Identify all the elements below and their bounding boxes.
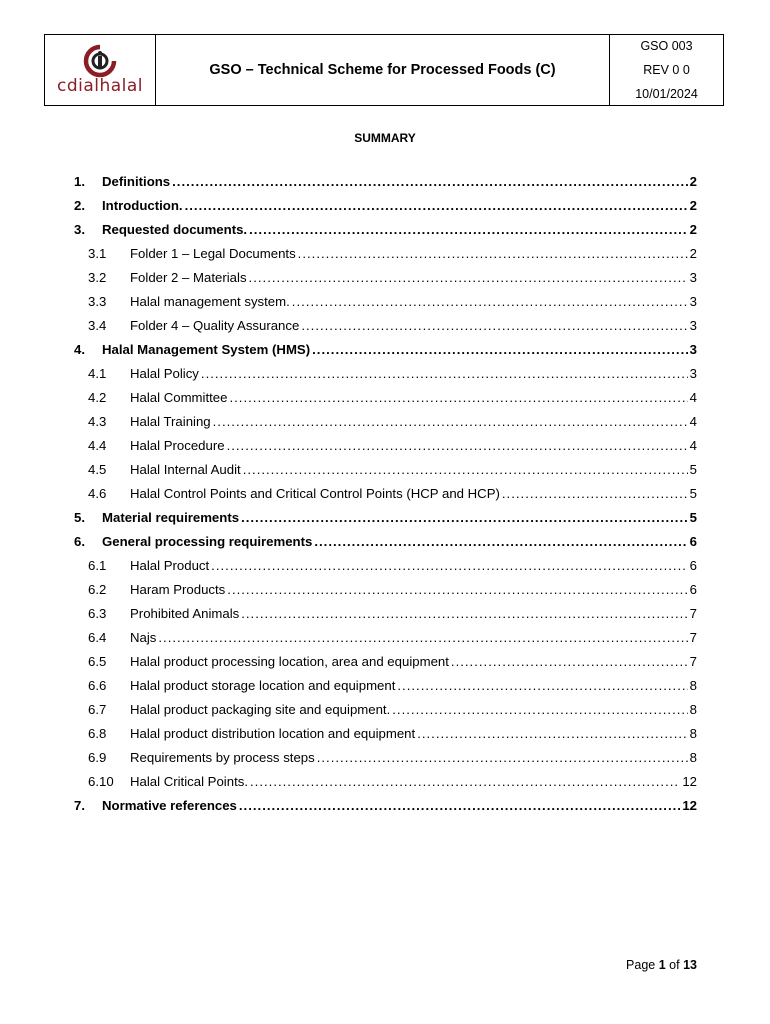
toc-entry-label: Halal Training (130, 414, 211, 429)
toc-dot-leader (227, 436, 688, 456)
toc-entry[interactable] (74, 364, 697, 388)
toc-entry-label: Halal Committee (130, 390, 228, 405)
toc-entry-number: 6.1 (88, 558, 107, 573)
toc-entry-number: 3.4 (88, 318, 107, 333)
toc-entry[interactable] (74, 628, 697, 652)
toc-dot-leader (249, 268, 688, 288)
toc-entry-number: 4.5 (88, 462, 107, 477)
toc-entry-page: 12 (682, 774, 697, 789)
toc-dot-leader (241, 508, 688, 528)
toc-entry-number: 6.9 (88, 750, 107, 765)
document-date: 10/01/2024 (635, 87, 698, 101)
toc-entry[interactable] (74, 220, 697, 244)
toc-entry-number: 4.4 (88, 438, 107, 453)
toc-entry-label: Najs (130, 630, 157, 645)
toc-entry[interactable] (74, 316, 697, 340)
toc-entry-number: 6. (74, 534, 85, 549)
toc-entry-label: Folder 2 – Materials (130, 270, 247, 285)
toc-entry-label: Halal Control Points and Critical Control Points (HCP and HCP) (130, 486, 500, 501)
toc-entry[interactable] (74, 652, 697, 676)
toc-entry[interactable] (74, 340, 697, 364)
toc-entry-number: 2. (74, 198, 85, 213)
toc-entry-page: 3 (689, 366, 697, 381)
toc-entry-label: Halal product processing location, area and equipment (130, 654, 449, 669)
toc-dot-leader (392, 700, 687, 720)
toc-dot-leader (397, 676, 687, 696)
toc-entry-number: 1. (74, 174, 85, 189)
toc-entry-number: 6.7 (88, 702, 107, 717)
toc-entry-page: 5 (689, 486, 697, 501)
toc-entry-page: 3 (689, 270, 697, 285)
toc-dot-leader (250, 772, 680, 792)
toc-entry-number: 6.6 (88, 678, 107, 693)
toc-entry-label: Halal Internal Audit (130, 462, 241, 477)
toc-dot-leader (229, 388, 687, 408)
toc-entry-label: Halal Management System (HMS) (102, 342, 311, 357)
toc-entry-page: 2 (689, 246, 697, 261)
toc-dot-leader (201, 364, 688, 384)
toc-entry-page: 2 (689, 174, 697, 189)
toc-entry-label: Halal management system. (130, 294, 290, 309)
toc-entry-number: 3.1 (88, 246, 107, 261)
logo (45, 35, 156, 105)
toc-entry-label: Folder 1 – Legal Documents (130, 246, 296, 261)
toc-dot-leader (317, 748, 688, 768)
toc-entry[interactable] (74, 292, 697, 316)
footer-page-word: Page (626, 958, 656, 972)
toc-entry-page: 4 (689, 438, 697, 453)
footer-total-pages: 13 (683, 958, 697, 972)
toc-entry[interactable] (74, 580, 697, 604)
toc-entry-page: 6 (689, 534, 697, 549)
toc-entry-label: Folder 4 – Quality Assurance (130, 318, 300, 333)
footer-current-page: 1 (658, 958, 666, 972)
toc-entry-label: Definitions (102, 174, 171, 189)
toc-dot-leader (502, 484, 688, 504)
toc-entry[interactable] (74, 268, 697, 292)
toc-entry-page: 7 (689, 630, 697, 645)
document-code: GSO 003 (640, 39, 693, 53)
toc-entry-page: 8 (689, 726, 697, 741)
toc-entry[interactable] (74, 412, 697, 436)
footer-of-word: of (669, 958, 680, 972)
toc-entry[interactable] (74, 172, 697, 196)
toc-dot-leader (213, 412, 688, 432)
toc-dot-leader (314, 532, 687, 552)
toc-entry-number: 4.1 (88, 366, 107, 381)
toc-entry-label: Halal Policy (130, 366, 199, 381)
document-revision: REV 0 0 (643, 63, 690, 77)
toc-entry-number: 6.10 (88, 774, 114, 789)
page-footer (626, 958, 697, 972)
toc-entry-label: Halal product distribution location and equipment (130, 726, 416, 741)
toc-entry-page: 7 (689, 654, 697, 669)
toc-entry[interactable] (74, 436, 697, 460)
toc-dot-leader (417, 724, 687, 744)
toc-entry-number: 7. (74, 798, 85, 813)
toc-dot-leader (227, 580, 687, 600)
toc-entry[interactable] (74, 196, 697, 220)
toc-entry-number: 6.2 (88, 582, 107, 597)
toc-entry-number: 3.3 (88, 294, 107, 309)
document-meta (610, 35, 723, 105)
toc-entry-page: 6 (689, 558, 697, 573)
toc-entry[interactable] (74, 532, 697, 556)
toc-entry[interactable] (74, 244, 697, 268)
toc-dot-leader (211, 556, 687, 576)
toc-dot-leader (312, 340, 688, 360)
toc-entry-page: 8 (689, 702, 697, 717)
toc-entry-page: 5 (689, 462, 697, 477)
toc-entry[interactable] (74, 556, 697, 580)
toc-entry[interactable] (74, 484, 697, 508)
toc-entry-number: 3.2 (88, 270, 107, 285)
summary-heading: SUMMARY (354, 131, 416, 145)
toc-entry-page: 4 (689, 390, 697, 405)
toc-entry-page: 8 (689, 750, 697, 765)
toc-entry-page: 3 (689, 342, 697, 357)
toc-dot-leader (243, 460, 688, 480)
toc-dot-leader (241, 604, 687, 624)
toc-entry-page: 2 (689, 198, 697, 213)
toc-entry-number: 5. (74, 510, 85, 525)
toc-entry-label: Normative references (102, 798, 237, 813)
toc-entry[interactable] (74, 604, 697, 628)
toc-dot-leader (292, 292, 688, 312)
toc-entry-page: 2 (689, 222, 697, 237)
toc-entry-label: Material requirements (102, 510, 240, 525)
toc-entry[interactable] (74, 508, 697, 532)
toc-entry[interactable] (74, 724, 697, 748)
toc-dot-leader (239, 796, 680, 816)
toc-entry-label: Requirements by process steps (130, 750, 315, 765)
toc-dot-leader (298, 244, 688, 264)
halal-emblem-icon (83, 44, 117, 78)
toc-entry-label: Halal Product (130, 558, 210, 573)
logo-wordmark: cdialhalal (56, 76, 144, 96)
toc-dot-leader (249, 220, 688, 240)
toc-entry-label: Requested documents. (102, 222, 248, 237)
toc-entry[interactable] (74, 388, 697, 412)
toc-entry[interactable] (74, 700, 697, 724)
toc-entry-label: Halal product storage location and equipment (130, 678, 396, 693)
toc-entry-page: 3 (689, 294, 697, 309)
toc-entry-number: 6.5 (88, 654, 107, 669)
document-title: GSO – Technical Scheme for Processed Foods (C) (156, 35, 610, 105)
toc-entry-label: Introduction. (102, 198, 183, 213)
toc-entry-page: 5 (689, 510, 697, 525)
toc-entry[interactable] (74, 676, 697, 700)
toc-entry-number: 4.3 (88, 414, 107, 429)
toc-entry-page: 3 (689, 318, 697, 333)
toc-entry-label: General processing requirements (102, 534, 313, 549)
toc-dot-leader (172, 172, 688, 192)
toc-entry-number: 3. (74, 222, 85, 237)
toc-entry[interactable] (74, 796, 697, 820)
toc-entry-number: 4. (74, 342, 85, 357)
toc-entry-label: Halal product packaging site and equipment. (130, 702, 391, 717)
toc-entry-number: 6.8 (88, 726, 107, 741)
document-header (44, 34, 724, 106)
toc-entry-label: Haram Products (130, 582, 226, 597)
toc-entry-label: Halal Procedure (130, 438, 225, 453)
toc-entry[interactable] (74, 460, 697, 484)
toc-entry-number: 6.4 (88, 630, 107, 645)
toc-entry[interactable] (74, 772, 697, 796)
toc-entry-page: 6 (689, 582, 697, 597)
toc-entry-page: 7 (689, 606, 697, 621)
toc-entry-number: 4.6 (88, 486, 107, 501)
toc-entry-page: 8 (689, 678, 697, 693)
toc-entry-label: Halal Critical Points. (130, 774, 248, 789)
toc-dot-leader (301, 316, 687, 336)
toc-entry[interactable] (74, 748, 697, 772)
toc-entry-page: 12 (682, 798, 697, 813)
toc-entry-number: 4.2 (88, 390, 107, 405)
toc-dot-leader (185, 196, 688, 216)
table-of-contents (74, 172, 697, 820)
toc-entry-page: 4 (689, 414, 697, 429)
toc-entry-label: Prohibited Animals (130, 606, 240, 621)
toc-entry-number: 6.3 (88, 606, 107, 621)
toc-dot-leader (158, 628, 687, 648)
toc-dot-leader (451, 652, 688, 672)
